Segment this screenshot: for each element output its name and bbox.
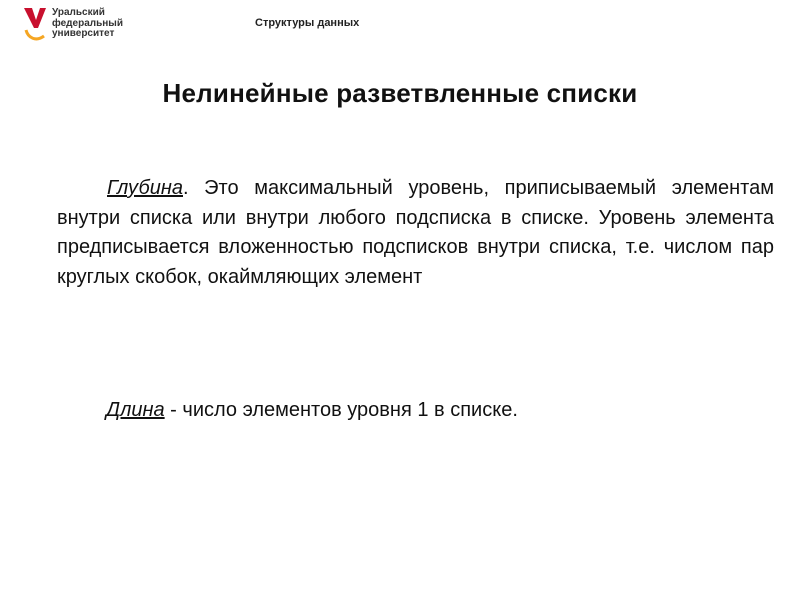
- depth-text: . Это максимальный уровень, приписываемый элементам внутри списка или внутри любого подсписка в списке. Уровень элемента предписывается вложенностью подсписков внутри списка, т.е. числом пар круглых скобок, окаймляющих элемент: [57, 177, 774, 288]
- length-term: Длина: [106, 399, 165, 421]
- depth-term: Глубина: [107, 177, 183, 199]
- depth-definition: [57, 174, 774, 292]
- page-title: Нелинейные разветвленные списки: [162, 78, 638, 108]
- length-definition: [106, 396, 518, 426]
- logo-line-2: федеральный: [52, 17, 123, 29]
- university-logo: [22, 6, 142, 44]
- logo-text: [52, 8, 123, 40]
- urfu-logo-icon: [22, 6, 48, 42]
- length-text: - число элементов уровня 1 в списке.: [164, 399, 518, 421]
- logo-line-3: университет: [52, 28, 115, 39]
- header-caption: Структуры данных: [255, 17, 360, 29]
- logo-line-1: Уральский: [52, 7, 105, 18]
